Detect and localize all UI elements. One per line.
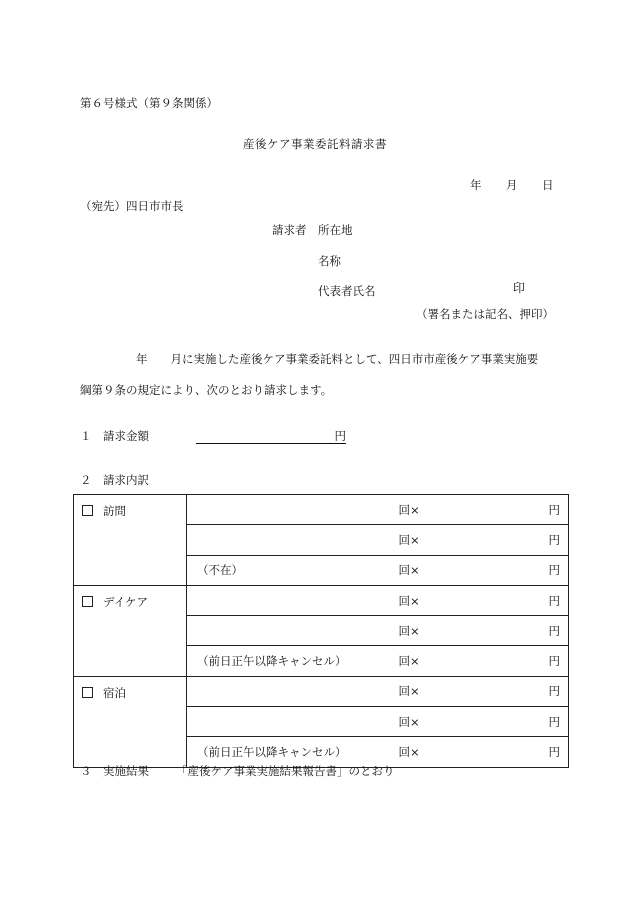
result-label: ３ 実施結果 xyxy=(80,764,149,778)
row-unit: 円 xyxy=(459,525,569,555)
row-unit: 円 xyxy=(459,495,569,525)
body-text-line-1: 年 月に実施した産後ケア事業委託料として、四日市市産後ケア事業実施要 xyxy=(136,352,539,366)
table-row xyxy=(74,495,569,525)
row-unit: 円 xyxy=(459,646,569,676)
claim-amount-unit: 円 xyxy=(334,429,346,443)
signature-note: （署名または記名、押印） xyxy=(416,307,554,321)
table-row xyxy=(74,676,569,706)
row-times: 回× xyxy=(399,616,459,646)
result-line xyxy=(80,764,395,778)
body-text-line-2: 綱第９条の規定により、次のとおり請求します。 xyxy=(80,383,333,397)
row-description xyxy=(187,585,399,615)
date-day: 日 xyxy=(542,178,554,192)
row-unit: 円 xyxy=(459,707,569,737)
page-title: 産後ケア事業委託料請求書 xyxy=(243,137,387,151)
row-description: （前日正午以降キャンセル） xyxy=(187,737,399,767)
row-description xyxy=(187,525,399,555)
date-line xyxy=(470,178,554,192)
row-times: 回× xyxy=(399,585,459,615)
checkbox-icon[interactable] xyxy=(82,687,93,698)
date-year: 年 xyxy=(470,178,482,192)
date-month: 月 xyxy=(506,178,518,192)
row-times: 回× xyxy=(399,555,459,585)
category-cell xyxy=(74,495,187,586)
requester-name-label: 名称 xyxy=(318,254,341,268)
row-unit: 円 xyxy=(459,616,569,646)
claim-amount-field xyxy=(196,429,346,444)
requester-representative-label: 代表者氏名 xyxy=(318,284,376,298)
row-description: （不在） xyxy=(187,555,399,585)
row-times: 回× xyxy=(399,646,459,676)
table-row xyxy=(74,585,569,615)
row-unit: 円 xyxy=(459,737,569,767)
breakdown-label: ２ 請求内訳 xyxy=(80,473,149,487)
row-times: 回× xyxy=(399,525,459,555)
row-unit: 円 xyxy=(459,585,569,615)
addressee: （宛先）四日市市長 xyxy=(80,199,184,213)
row-times: 回× xyxy=(399,676,459,706)
row-unit: 円 xyxy=(459,555,569,585)
row-times: 回× xyxy=(399,495,459,525)
category-label: 宿泊 xyxy=(103,685,126,700)
category-cell xyxy=(74,676,187,767)
row-description xyxy=(187,616,399,646)
seal-mark: 印 xyxy=(513,281,526,295)
form-number: 第６号様式（第９条関係） xyxy=(80,96,218,110)
category-label: 訪問 xyxy=(103,504,126,518)
row-unit: 円 xyxy=(459,676,569,706)
checkbox-icon[interactable] xyxy=(82,505,93,516)
requester-label: 請求者 xyxy=(272,223,307,237)
requester-address-label: 所在地 xyxy=(318,223,353,237)
row-times: 回× xyxy=(399,737,459,767)
row-description xyxy=(187,707,399,737)
row-description xyxy=(187,676,399,706)
row-description xyxy=(187,495,399,525)
row-times: 回× xyxy=(399,707,459,737)
row-description: （前日正午以降キャンセル） xyxy=(187,646,399,676)
breakdown-table xyxy=(73,494,569,768)
category-cell xyxy=(74,585,187,676)
checkbox-icon[interactable] xyxy=(82,596,93,607)
claim-amount-label: １ 請求金額 xyxy=(80,429,149,443)
category-label: デイケア xyxy=(103,594,148,609)
result-text: 「産後ケア事業実施結果報告書」のとおり xyxy=(176,764,395,778)
